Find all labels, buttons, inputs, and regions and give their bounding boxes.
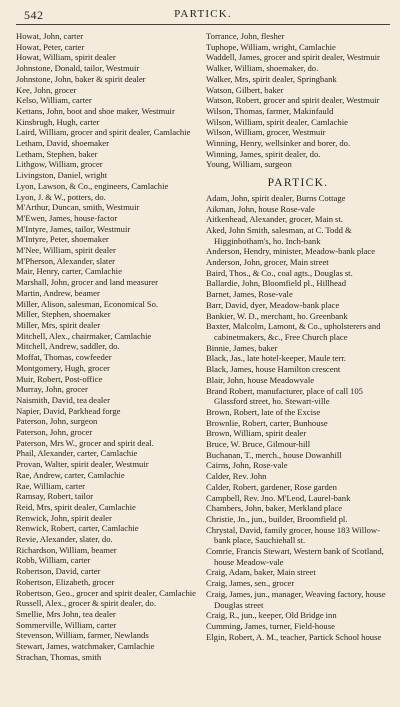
left-column — [16, 31, 200, 662]
directory-entry: M'Intyre, Peter, shoemaker — [16, 234, 109, 245]
directory-entry: Mitchell, Alex., chairmaker, Camlachie — [16, 330, 152, 341]
directory-entry: Miller, Stephen, shoemaker — [16, 309, 111, 320]
directory-entry: Binnie, James, baker — [206, 342, 278, 353]
directory-entry: Muir, Robert, Post-office — [16, 373, 103, 384]
directory-entry: Kelso, William, carter — [16, 95, 92, 106]
directory-entry: Rae, William, carter — [16, 480, 86, 491]
directory-entry: Black, Jas., late hotel-keeper, Maule terr. — [206, 353, 346, 364]
directory-entry: Naismith, David, tea dealer — [16, 394, 111, 405]
two-column-body — [16, 31, 390, 662]
directory-entry: Buchanan, T., merch., house Dowanhill — [206, 449, 342, 460]
directory-entry: Murray, John, grocer — [16, 384, 88, 395]
directory-entry: Livingston, Daniel, wright — [16, 170, 108, 181]
directory-entry: Stevenson, William, farmer, Newlands — [16, 630, 149, 641]
directory-entry: Robertson, Elizabeth, grocer — [16, 576, 115, 587]
directory-entry: Brand Robert, manufacturer, place of call 105 Glassford street, ho. Stewart-ville — [206, 385, 363, 407]
directory-entry: Tuphope, William, wright, Camlachie — [206, 41, 336, 52]
directory-entry: Aitkenhead, Alexander, grocer, Main st. — [206, 214, 343, 225]
directory-entry: Waddell, James, grocer and spirit dealer, Westmuir — [206, 52, 380, 63]
directory-entry: Craig, James, jun., manager, Weaving factory, house Douglas street — [206, 588, 386, 610]
directory-entry: Renwick, Robert, carter, Camlachie — [16, 523, 139, 534]
directory-entry: Blair, John, house Meadowvale — [206, 374, 315, 385]
directory-entry: Anderson, John, grocer, Main street — [206, 257, 329, 268]
directory-entry: Miller, Mrs, spirit dealer — [16, 319, 101, 330]
directory-entry: Strachan, Thomas, smith — [16, 651, 102, 662]
directory-entry: Brown, William, spirit dealer — [206, 428, 307, 439]
directory-entry: Russell, Alex., grocer & spirit dealer, do. — [16, 598, 157, 609]
directory-entry: Watson, Robert, grocer and spirit dealer, Westmuir — [206, 95, 380, 106]
directory-entry: Calder, Rev. John — [206, 471, 267, 482]
directory-entry: Chambers, John, baker, Merkland place — [206, 503, 343, 514]
directory-entry: Black, James, house Hamilton crescent — [206, 364, 341, 375]
directory-entry: Wilson, William, spirit dealer, Camlachie — [206, 116, 348, 127]
directory-entry: Brownlie, Robert, carter, Bunhouse — [206, 417, 328, 428]
directory-entry: Rae, Andrew, carter, Camlachie — [16, 469, 125, 480]
directory-entry: Napier, David, Parkhead forge — [16, 405, 121, 416]
directory-entry: Comrie, Francis Stewart, Western bank of Scotland, house Meadow-vale — [206, 546, 384, 567]
directory-entry: Chrystal, David, family grocer, house 183 Willow-bank place, Sauchiehall st. — [206, 524, 381, 546]
directory-entry: Robertson, David, carter — [16, 566, 101, 577]
directory-entry: Christie, Jn., jun., builder, Broomfield pl. — [206, 513, 348, 524]
directory-entry: Winning, Henry, wellsinker and borer, do. — [206, 138, 351, 149]
directory-entry: Kettans, John, boot and shoe maker, Westmuir — [16, 105, 175, 116]
directory-entry: Bruce, W. Bruce, Gilmour-hill — [206, 439, 311, 450]
directory-entry: Elgin, Robert, A. M., teacher, Partick School house — [206, 631, 382, 642]
directory-entry: Howat, William, spirit dealer — [16, 52, 116, 63]
directory-entry: M'Ewen, James, house-factor — [16, 212, 118, 223]
directory-entry: Watson, Gilbert, baker — [206, 84, 284, 95]
directory-entry: Johnstone, John, baker & spirit dealer — [16, 73, 146, 84]
directory-entry: Richardson, William, beamer — [16, 544, 117, 555]
directory-entry: Winning, James, spirit dealer, do. — [206, 148, 321, 159]
directory-entry: Phail, Alexander, carter, Camlachie — [16, 448, 138, 459]
directory-entry: Moffat, Thomas, cowfeeder — [16, 352, 112, 363]
directory-entry: Mitchell, Andrew, saddler, do. — [16, 341, 120, 352]
directory-entry: M'Arthur, Duncan, smith, Westmuir — [16, 202, 140, 213]
right-column — [206, 31, 390, 662]
directory-entry: Miller, Alison, salesman, Economical So. — [16, 298, 159, 309]
directory-entry: Johnstone, Donald, tailor, Westmuir — [16, 63, 140, 74]
directory-entry: Letham, Stephen, baker — [16, 148, 98, 159]
page-header — [16, 8, 390, 25]
directory-entry: Wilson, William, grocer, Westmuir — [206, 127, 326, 138]
directory-entry: Baird, Thos., & Co., coal agts., Douglas st. — [206, 267, 353, 278]
directory-entry: Kinsbrugh, Hugh, carter — [16, 116, 100, 127]
directory-entry: Aked, John Smith, salesman, at C. Todd & Higginbotham's, ho. Inch-bank — [206, 224, 352, 246]
running-title: PARTICK. — [174, 8, 232, 20]
directory-entry: Revie, Alexander, slater, do. — [16, 534, 113, 545]
directory-entry: Sommerville, William, carter — [16, 619, 117, 630]
directory-entry: Lyon, J. & W., potters, do. — [16, 191, 106, 202]
directory-entry: Laird, William, grocer and spirit dealer, Camlachie — [16, 127, 191, 138]
directory-entry: Craig, Adam, baker, Main street — [206, 567, 316, 578]
directory-entry: Lyon, Lawson, & Co., engineers, Camlachie — [16, 180, 169, 191]
directory-entry: Baxter, Malcolm, Lamont, & Co., upholsterers and cabinetmakers, &c., Free Church place — [206, 321, 381, 342]
directory-entry: Martin, Andrew, beamer — [16, 287, 100, 298]
directory-entry: Smellie, Mrs John, tea dealer — [16, 608, 116, 619]
directory-entry: Adam, John, spirit dealer, Burns Cottage — [206, 192, 346, 203]
directory-entry: M'Pherson, Alexander, slater — [16, 255, 116, 266]
directory-entry: Mair, Henry, carter, Camlachie — [16, 266, 122, 277]
directory-entry: Paterson, John, surgeon — [16, 416, 98, 427]
directory-entry: Montgomery, Hugh, grocer — [16, 362, 110, 373]
right-column-top-list — [206, 31, 390, 170]
directory-entry: Torrance, John, flesher — [206, 31, 285, 41]
directory-entry: Howat, Peter, carter — [16, 41, 85, 52]
directory-entry: Ballardie, John, Bloomfield pl., Hillhead — [206, 278, 347, 289]
directory-entry: Ramsay, Robert, tailor — [16, 491, 94, 502]
directory-entry: Robb, William, carter — [16, 555, 91, 566]
directory-entry: Barnet, James, Rose-vale — [206, 289, 293, 300]
directory-entry: Renwick, John, spirit dealer — [16, 512, 112, 523]
directory-entry: Paterson, Mrs W., grocer and spirit deal. — [16, 437, 154, 448]
directory-entry: Cairns, John, Rose-vale — [206, 460, 288, 471]
directory-entry: Campbell, Rev. Jno. M'Leod, Laurel-bank — [206, 492, 351, 503]
directory-entry: Walker, Mrs, spirit dealer, Springbank — [206, 73, 337, 84]
directory-entry: Calder, Robert, gardener, Rose garden — [206, 481, 337, 492]
directory-entry: Cumming, James, turner, Field-house — [206, 620, 335, 631]
directory-entry: Aikman, John, house Rose-vale — [206, 203, 315, 214]
directory-entry: Stewart, James, watchmaker, Camlachie — [16, 641, 155, 652]
directory-entry: Anderson, Hendry, minister, Meadow-bank place — [206, 246, 376, 257]
directory-entry: M'Intyre, James, tailor, Westmuir — [16, 223, 131, 234]
directory-entry: Wilson, Thomas, farmer, Makinfauld — [206, 105, 334, 116]
section-title: PARTICK. — [267, 177, 329, 190]
directory-entry: Craig, James, sen., grocer — [206, 578, 295, 589]
directory-entry: Walker, William, shoemaker, do. — [206, 63, 319, 74]
directory-entry: Lithgow, William, grocer — [16, 159, 103, 170]
directory-entry: Letham, David, shoemaker — [16, 138, 110, 149]
right-column-bottom-list — [206, 193, 390, 643]
directory-entry: Brown, Robert, late of the Excise — [206, 406, 321, 417]
directory-entry: Howat, John, carter — [16, 31, 84, 41]
directory-entry: Kee, John, grocer — [16, 84, 77, 95]
directory-entry: Young, William, surgeon — [206, 159, 292, 170]
directory-entry: Robertson, Geo., grocer and spirit dealer, Camlachie — [16, 587, 196, 598]
directory-entry: Barr, David, dyer, Meadow-bank place — [206, 299, 340, 310]
directory-entry: Paterson, John, grocer — [16, 427, 93, 438]
directory-entry: Reid, Mrs, spirit dealer, Camlachie — [16, 501, 136, 512]
directory-entry: Provan, Walter, spirit dealer, Westmuir — [16, 459, 149, 470]
directory-entry: Craig, R., jun., keeper, Old Bridge inn — [206, 610, 337, 621]
directory-entry: Bankier, W. D., merchant, ho. Greenbank — [206, 310, 348, 321]
directory-entry: Marshall, John, grocer and land measurer — [16, 277, 158, 288]
directory-entry: M'Nee, William, spirit dealer — [16, 245, 116, 256]
page-number: 542 — [24, 8, 44, 22]
